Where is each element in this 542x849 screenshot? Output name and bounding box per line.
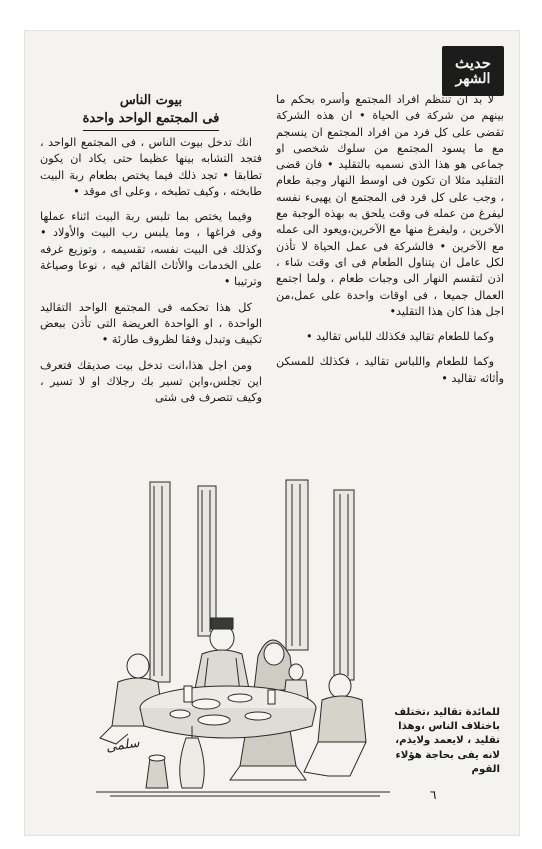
left-paragraph-3: كل هذا تحكمه فى المجتمع الواحد التقاليد الواحدة ، او الواحدة العريضة التى تأذن ببعض تكييف وتبدل وفقا لظروف طارئة • [40,300,262,347]
family-meal-illustration [90,476,400,802]
section-masthead [442,46,504,96]
left-column [40,92,262,415]
right-column [276,92,504,396]
illustration-caption: للمائدة تقاليد ،تختلف باختلاف الناس ،وهذا تقليد ، لايعمد ولايذم، لانه يفى بحاجة هؤلاء القوم [394,707,500,775]
left-paragraph-4: ومن اجل هذا،انت تدخل بيت صديقك فتعرف اين تجلس،واين تسير بك رجلاك او لا تسير ، وكيف تتصرف فى شتى [40,358,262,405]
artist-signature: سلمى [105,735,141,756]
masthead-line1: حديث [454,53,492,72]
headline-line2: فى المجتمع الواحد واحدة [83,110,220,131]
left-paragraph-2: وفيما يختص بما تلبس ربة البيت اثناء عملها وفى فراغها ، وما يلبس رب البيت والأولاد • وكذلك فى البيت نفسه، تقسيمه ، وتوزيع غرفه على الخدمات والأثاث القائم فيه ، نوعا وصياغة وترتيبا • [40,210,262,289]
right-paragraph-1: لا بد ان تنتظم افراد المجتمع وأسره بحكم ما بينهم من شركة فى الحياة • ان هذه الشركة تقضى على كل فرد من افراد المجتمع ان ينسجم مع ما يسود المجتمع من سلوك شخصى او جماعى هو هذا الذى نسميه بالتقليد • فان قضى التقليد مثلا ان تكون فى اوسط النهار وجبة طعام ، وجب على كل فرد فى المجتمع ان يهيىء نفسه ليفرغ من عمله فى وقت يلحق به بهذه الوجبة مع الآخرين ، وليفرغ منها مع الآخرين،ويعود الى عمله مع الآخرين • فالشركة فى عمل الحياة لا تأذن لكل عامل ان يتناول الطعام فى اى وقت شاء ، اذن لتقسم النهار الى وجبات طعام ، ولما اجتمع العمال جميعا ، فى اوقات واحدة على عمل،من اجل هذا كان هذا التقليد• [276,93,504,318]
right-paragraph-2: وكما للطعام تقاليد فكذلك للباس تقاليد • [305,330,494,344]
headline-line1: بيوت الناس [119,93,183,108]
masthead-line2: الشهر [455,70,491,87]
page-number: ٦ [430,788,437,802]
left-paragraph-1: انك تدخل بيوت الناس ، فى المجتمع الواحد ، فتجد التشابه بينها عظيما حتى يكاد ان يكون تطابقا • تجد ذلك فيما يختص بطعام ربة البيت طابخته ، وكيف تطبخه ، وعلى اى موقد • [40,136,262,198]
magazine-page [24,30,520,836]
right-paragraph-3: وكما للطعام واللباس تقاليد ، فكذلك للمسكن وأثاثه تقاليد • [276,355,504,385]
article-headline [40,92,262,131]
